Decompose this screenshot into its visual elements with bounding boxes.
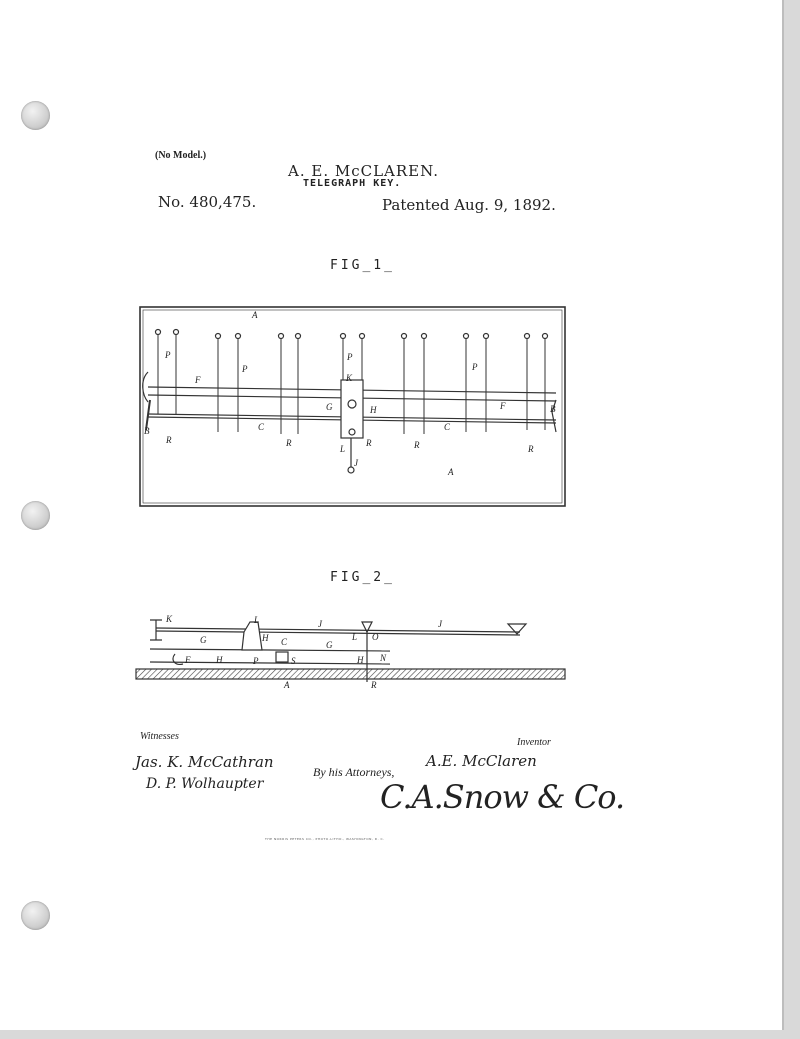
svg-text:R: R (528, 444, 534, 454)
svg-text:G: G (200, 635, 207, 645)
svg-text:C: C (281, 637, 288, 647)
invention-title: TELEGRAPH KEY. (303, 178, 402, 189)
svg-text:R: R (166, 435, 172, 445)
svg-text:S: S (291, 656, 296, 666)
svg-text:A: A (252, 310, 258, 320)
svg-text:R: R (371, 680, 377, 690)
svg-text:J: J (318, 619, 322, 629)
svg-text:H: H (370, 405, 377, 415)
svg-text:G: G (326, 402, 333, 412)
attorneys-signature: C.A.Snow & Co. (380, 778, 625, 816)
svg-text:K: K (166, 614, 173, 624)
patent-date: Patented Aug. 9, 1892. (382, 196, 556, 214)
svg-text:L: L (352, 632, 358, 642)
witness-1-signature: Jas. K. McCathran (135, 753, 274, 771)
svg-text:J: J (354, 458, 358, 468)
svg-text:N: N (380, 653, 387, 663)
svg-text:B: B (144, 426, 150, 436)
svg-text:R: R (366, 438, 372, 448)
svg-text:G: G (326, 640, 333, 650)
svg-text:C: C (444, 422, 451, 432)
no-model-note: (No Model.) (155, 150, 207, 161)
svg-text:P: P (472, 362, 478, 372)
witness-2-signature: D. P. Wolhaupter (146, 776, 264, 792)
svg-text:K: K (346, 373, 353, 383)
svg-text:R: R (286, 438, 292, 448)
svg-text:B: B (550, 404, 556, 414)
svg-text:P: P (242, 364, 248, 374)
attorneys-label: By his Attorneys, (313, 765, 395, 779)
svg-text:A: A (284, 680, 290, 690)
inventor-label: Inventor (517, 737, 551, 748)
svg-text:P: P (347, 352, 353, 362)
figure-1-caption: FIG_1_ (330, 258, 395, 273)
inventor-signature: A.E. McClaren (426, 752, 537, 770)
svg-text:H: H (357, 655, 364, 665)
svg-text:F: F (185, 655, 191, 665)
svg-text:H: H (216, 655, 223, 665)
svg-text:J: J (438, 619, 442, 629)
svg-text:A: A (448, 467, 454, 477)
svg-text:R: R (414, 440, 420, 450)
svg-text:O: O (372, 632, 379, 642)
svg-text:L: L (254, 615, 260, 625)
figure-2-caption: FIG_2_ (330, 570, 395, 585)
witnesses-label: Witnesses (140, 731, 179, 742)
svg-text:F: F (500, 401, 506, 411)
svg-text:H: H (262, 633, 269, 643)
printer-line: THE NORRIS PETERS CO., PHOTO-LITHO., WASHINGTON, D. C. (265, 837, 385, 841)
svg-text:L: L (340, 444, 346, 454)
inventor-name: A. E. McCLAREN. (288, 162, 440, 180)
svg-text:C: C (258, 422, 265, 432)
svg-text:P: P (165, 350, 171, 360)
svg-text:F: F (195, 375, 201, 385)
patent-number: No. 480,475. (158, 193, 257, 211)
svg-text:P: P (253, 656, 259, 666)
